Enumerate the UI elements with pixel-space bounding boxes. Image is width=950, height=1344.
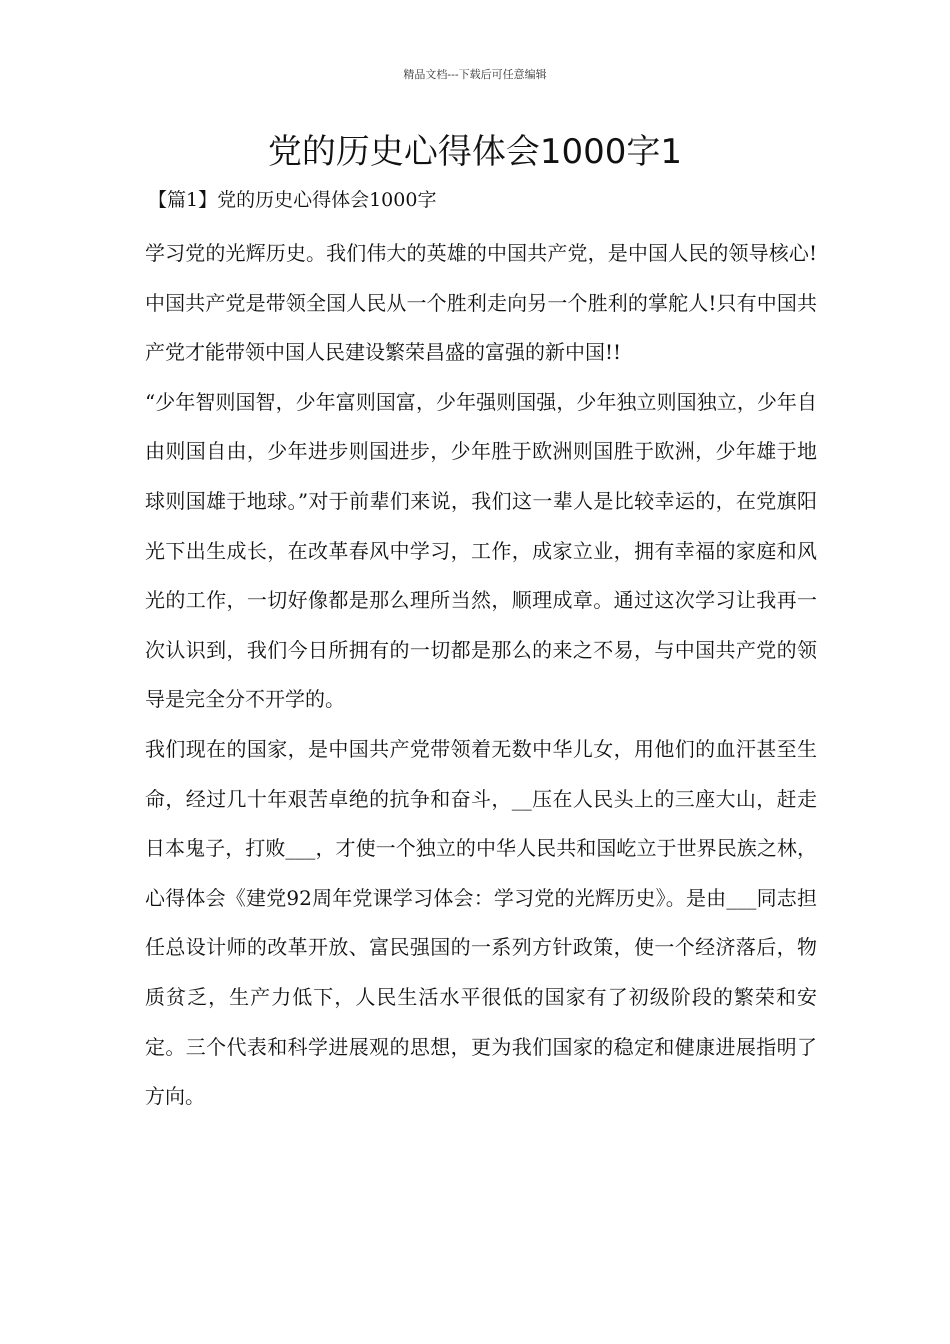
section-heading: 【篇1】党的历史心得体会1000字 bbox=[148, 189, 437, 211]
header-note: 精品文档---下载后可任意编辑 bbox=[403, 68, 547, 81]
document-title: 党的历史心得体会1000字1 bbox=[267, 132, 683, 172]
document-body bbox=[145, 229, 817, 1122]
paragraph-3: 我们现在的国家，是中国共产党带领着无数中华儿女，用他们的血汗甚至生命，经过几十年艰苦卓绝的抗争和奋斗，__压在人民头上的三座大山，赶走日本鬼子，打败___，才使一个独立的中华人民共和国屹立于世界民族之林，心得体会《建党92周年党课学习体会：学习党的光辉历史》。是由___同志担任总设计师的改革开放、富民强国的一系列方针政策，使一个经济落后，物质贫乏，生产力低下，人民生活水平很低的国家有了初级阶段的繁荣和安定。三个代表和科学进展观的思想，更为我们国家的稳定和健康进展指明了方向。 bbox=[145, 736, 817, 1109]
paragraph-2: “少年智则国智，少年富则国富，少年强则国强，少年独立则国独立，少年自由则国自由，少年进步则国进步，少年胜于欧洲则国胜于欧洲，少年雄于地球则国雄于地球。”对于前辈们来说，我们这一辈人是比较幸运的，在党旗阳光下出生成长，在改革春风中学习，工作，成家立业，拥有幸福的家庭和风光的工作，一切好像都是那么理所当然，顺理成章。通过这次学习让我再一次认识到，我们今日所拥有的一切都是那么的来之不易，与中国共产党的领导是完全分不开学的。 bbox=[145, 389, 817, 712]
paragraph-1: 学习党的光辉历史。我们伟大的英雄的中国共产党，是中国人民的领导核心!中国共产党是带领全国人民从一个胜利走向另一个胜利的掌舵人!只有中国共产党才能带领中国人民建设繁荣昌盛的富强的新中国!! bbox=[145, 241, 817, 365]
